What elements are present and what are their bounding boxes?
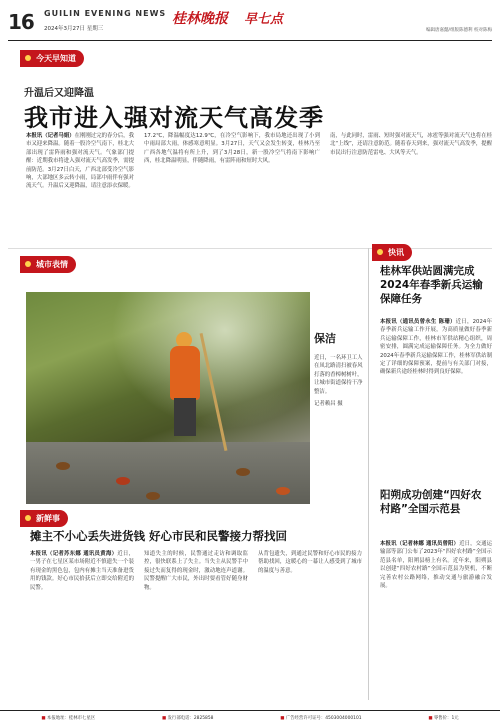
photo-broom: [200, 333, 228, 451]
street-sweeper-photo: [26, 292, 310, 504]
story1-body: [380, 318, 492, 480]
photo-leaf: [146, 492, 160, 500]
tag-news: 新鲜事: [20, 510, 68, 527]
footer-phone: ■ 发行部电话：2825858: [162, 715, 213, 721]
footer: [0, 710, 500, 724]
lead-divider: [8, 248, 492, 249]
bottom-column-2: [144, 550, 248, 706]
lead-headline: 我市进入强对流天气高发季: [24, 104, 324, 132]
photo-road: [26, 442, 310, 504]
photo-worker-body: [170, 346, 200, 400]
tag-city: 城市表情: [20, 256, 76, 273]
section-logo: 早七点: [244, 12, 284, 27]
story1-text: 近日，2024年春季新兵运输工作开展，为高质量做好春季新兵运输保障工作，桂林市军供站精心组织，周密安排，圆满完成运输保障任务。为全力做好2024年春季新兵运输保障工作，桂林军供站制定了详细的保障预案，提前与有关部门对接，确保新兵途经桂林时得到良好保障。: [380, 319, 492, 376]
photo-caption-box: [314, 330, 366, 408]
paper-date: 2024年3月27日 星期三: [44, 26, 104, 32]
page-number: 16: [8, 10, 34, 34]
bottom-col3-text: 从背包遗失，到通过民警和好心市民的接力帮助找回，这暖心的一幕让人感受到了城市的温度与善意。: [258, 551, 362, 574]
footer-license: ■ 广告经营许可证号：4503004000101: [280, 715, 361, 721]
photo-credit: 记者赖昌 摄: [314, 401, 343, 408]
bottom-column-3: [258, 550, 362, 706]
masthead: [0, 0, 500, 44]
photo-worker-legs: [174, 398, 196, 436]
photo-leaf: [56, 462, 70, 470]
lead-col3-text: 南，与此同时，雷雨、短时强对流天气，冰雹等强对流天气也将在桂北“上线”，还请注意防范。随着春天到来，强对流天气高发季，提醒市民出行注意防范雷电、大风等天气。: [330, 133, 492, 156]
lead-subhead: 升温后又迎降温: [24, 88, 94, 99]
bottom-column-1: [30, 550, 134, 706]
lead-col2-text: 17.2℃，降温幅度达12.9℃，在冷空气影响下，我市局地还出现了小到中雨局部大雨，体感寒意明显。3月27日，天气又会发生转变，桂林乃至广西各地气温将有所上升，到了3月28日，新一股冷空气将南下影响广西，桂北降温明显，伴随降雨，有雷阵雨和短时大风。: [144, 133, 320, 165]
footer-address: ■ 本报地址：桂林市七星区: [41, 715, 95, 721]
bottom-col2-text: 知道失主的时候，民警通过走访和调取监控，很快联系上了失主。当失主从民警手中接过失而复得的现金时，激动地连声道谢。民警提醒广大市民，外出时要看管好随身财物。: [144, 551, 248, 591]
photo-leaf: [236, 468, 250, 476]
photo-title: 保洁: [314, 332, 336, 345]
bottom-byline: 本报讯（记者苏东娜 通讯员黄海）: [30, 551, 118, 557]
lead-column-3: [330, 132, 492, 244]
tag-today: 今天早知道: [20, 50, 84, 67]
photo-caption: 近日，一名环卫工人在凤北路清扫被春风打落的香樟树树叶，让城市街道保持干净整洁。: [314, 355, 363, 395]
masthead-rule: [8, 40, 492, 41]
photo-leaf: [116, 477, 130, 485]
story1-headline: 桂林军供站圆满完成2024年春季新兵运输保障任务: [380, 265, 483, 305]
story2-text: 近日，交通运输部等部门公布了2023年“四好农村路”全国示范县名单，阳朔县榜上有名。近年来，阳朔县以创建“四好农村路”全国示范县为契机，不断完善农村公路网络，推动交通与旅游融合发展。: [380, 541, 492, 590]
photo-leaf: [276, 487, 290, 495]
story2-headline: 阳朔成功创建“四好农村路”全国示范县: [380, 489, 482, 515]
tag-express: 快讯: [372, 244, 412, 261]
right-column-rule: [368, 248, 369, 700]
bottom-headline: 摊主不小心丢失进货钱 好心市民和民警接力帮找回: [30, 529, 288, 543]
lead-col1-text: 在刚刚过完的春分后，我市又迎来降温。随着一股冷空气南下，桂北大部出现了雷阵雨和强对流天气。气象部门提醒：近期我市将进入强对流天气高发季，需提前防范。3月27日白天，广西北部受冷空气影响，大部地区多云转小雨，局部中雨伴有强对流天气。升温后又迎降温，请注意添衣保暖。: [26, 133, 134, 190]
story2-body: [380, 540, 492, 702]
masthead-editors: 编辑唐嘉懿/组版陈德利 校对陈梅: [426, 28, 492, 33]
footer-price: ■ 零售价：1元: [428, 715, 458, 721]
brand-logo: 桂林晚报: [172, 11, 228, 27]
lead-column-1: [26, 132, 134, 244]
story1-byline: 本报讯（通讯员曾永生 陈珊）: [380, 319, 456, 325]
lead-byline: 本报讯（记者马娟）: [26, 133, 75, 139]
paper-name: GUILIN EVENING NEWS: [44, 9, 167, 18]
story2-byline: 本报讯（记者林娜 通讯员曾阳）: [380, 541, 460, 547]
lead-column-2: [144, 132, 320, 244]
bottom-col1-text: 近日，一男子在七星区某市场附近不慎遗失一个装有现金的黑色包，包内有摊主当天准备进货用的钱款。好心市民拾获后立即交给附近的民警。: [30, 551, 134, 591]
